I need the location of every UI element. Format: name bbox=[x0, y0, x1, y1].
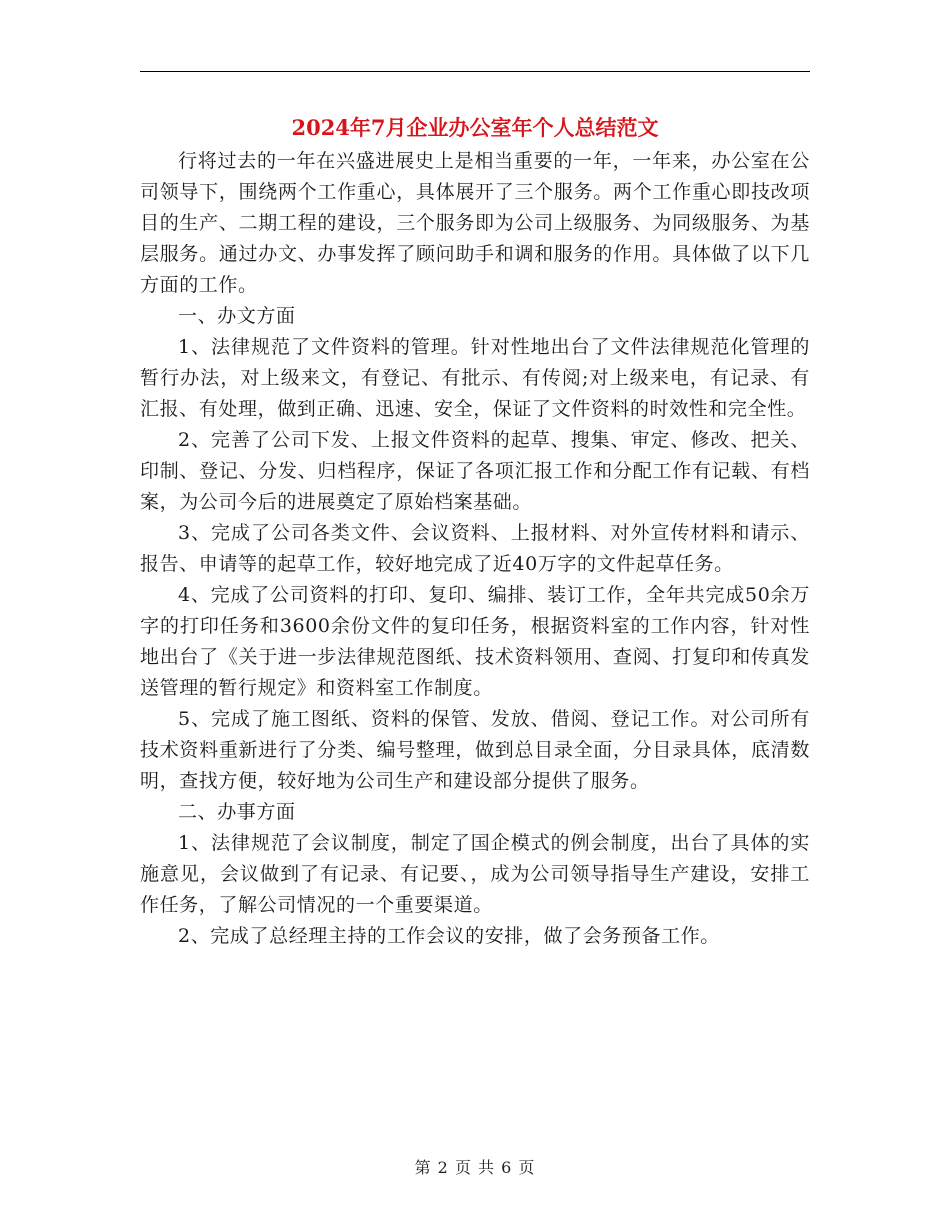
paragraph-item: 2、完成了总经理主持的工作会议的安排，做了会务预备工作。 bbox=[178, 925, 720, 947]
paragraph-item: 4、完成了公司资料的打印、复印、编排、装订工作，全年共完成50余万字的打印任务和3600余份文件的复印任务，根据资料室的工作内容，针对性地出台了《关于进一步法律规范图纸、技术资料领用、查阅、打复印和传真发送管理的暂行规定》和资料室工作制度。 bbox=[140, 584, 810, 699]
section-heading-affairs: 二、办事方面 bbox=[178, 801, 296, 823]
paragraph-item: 5、完成了施工图纸、资料的保管、发放、借阅、登记工作。对公司所有技术资料重新进行了分类、编号整理，做到总目录全面，分目录具体，底清数明，查找方便，较好地为公司生产和建设部分提供了服务。 bbox=[140, 708, 810, 792]
page-number: 第 2 页 共 6 页 bbox=[414, 1158, 536, 1177]
document-body bbox=[140, 146, 810, 952]
header-rule bbox=[140, 71, 810, 72]
paragraph-item: 2、完善了公司下发、上报文件资料的起草、搜集、审定、修改、把关、印制、登记、分发、归档程序，保证了各项汇报工作和分配工作有记载、有档案，为公司今后的进展奠定了原始档案基础。 bbox=[140, 429, 810, 513]
paragraph-item: 1、法律规范了会议制度，制定了国企模式的例会制度，出台了具体的实施意见，会议做到了有记录、有记要、，成为公司领导指导生产建设，安排工作任务，了解公司情况的一个重要渠道。 bbox=[140, 832, 810, 916]
document-title: 2024年7月企业办公室年个人总结范文 bbox=[291, 115, 659, 140]
section-heading-documents: 一、办文方面 bbox=[178, 305, 296, 327]
paragraph-item: 1、法律规范了文件资料的管理。针对性地出台了文件法律规范化管理的暂行办法，对上级来文，有登记、有批示、有传阅;对上级来电，有记录、有汇报、有处理，做到正确、迅速、安全，保证了文件资料的时效性和完全性。 bbox=[140, 336, 810, 420]
paragraph-item: 3、完成了公司各类文件、会议资料、上报材料、对外宣传材料和请示、报告、申请等的起草工作，较好地完成了近40万字的文件起草任务。 bbox=[140, 522, 810, 575]
intro-paragraph: 行将过去的一年在兴盛进展史上是相当重要的一年，一年来，办公室在公司领导下，围绕两个工作重心，具体展开了三个服务。两个工作重心即技改项目的生产、二期工程的建设，三个服务即为公司上级服务、为同级服务、为基层服务。通过办文、办事发挥了顾问助手和调和服务的作用。具体做了以下几方面的工作。 bbox=[140, 150, 810, 296]
